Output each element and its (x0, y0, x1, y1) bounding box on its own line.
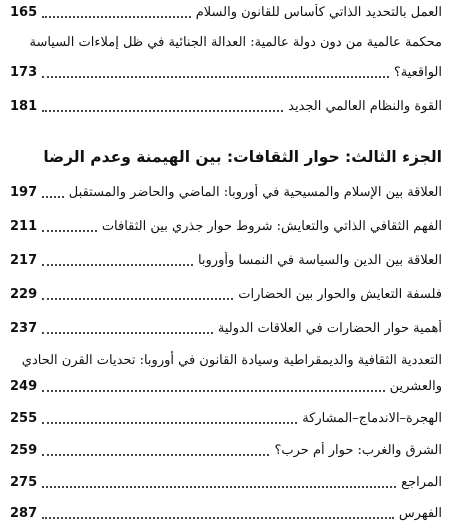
toc-entry-page: 217 (10, 253, 38, 268)
dot-leader (42, 332, 213, 334)
part-heading: الجزء الثالث: حوار الثقافات: بين الهيمنة وعدم الرضا (43, 148, 442, 166)
toc-entry[interactable] (10, 320, 442, 338)
dot-leader (42, 196, 64, 198)
toc-entry-page: 259 (10, 443, 38, 458)
dot-leader (42, 390, 384, 392)
dot-leader (42, 264, 193, 266)
toc-entry-title: الفهرس (398, 506, 442, 521)
dot-leader (42, 298, 233, 300)
dot-leader (42, 76, 389, 78)
toc-entry-title-continuation: والعشرين (389, 379, 442, 394)
dot-leader (42, 454, 269, 456)
toc-entry-title: العمل بالتحديد الذاتي كأساس للقانون والسلام (195, 5, 442, 20)
toc-entry[interactable] (10, 474, 442, 492)
toc-entry-page: 287 (10, 506, 38, 521)
toc-entry-page: 181 (10, 99, 38, 114)
toc-entry-title-continuation: الواقعية؟ (393, 65, 442, 80)
dot-leader (42, 16, 191, 18)
toc-entry-page: 229 (10, 287, 38, 302)
toc-entry-title: القوة والنظام العالمي الجديد (288, 99, 442, 114)
toc-entry-page: 165 (10, 5, 38, 20)
toc-entry-title: المراجع (401, 475, 442, 490)
dot-leader (42, 486, 396, 488)
dot-leader (42, 110, 283, 112)
toc-entry-title: العلاقة بين الدين والسياسة في النمسا وأوروبا (197, 253, 442, 268)
toc-entry[interactable] (10, 4, 442, 22)
toc-entry-title: فلسفة التعايش والحوار بين الحضارات (238, 287, 442, 302)
toc-entry-title: أهمية حوار الحضارات في العلاقات الدولية (217, 321, 442, 336)
toc-entry-title: الهجرة–الاندماج–المشاركة (302, 411, 442, 426)
toc-entry-page: 275 (10, 475, 38, 490)
dot-leader (42, 517, 394, 519)
toc-entry-title: العلاقة بين الإسلام والمسيحية في أوروبا: الماضي والحاضر والمستقبل (68, 185, 442, 200)
toc-entry[interactable] (10, 442, 442, 460)
toc-entry[interactable] (10, 184, 442, 202)
toc-entry-page: 211 (10, 219, 38, 234)
toc-entry-title[interactable]: محكمة عالمية من دون دولة عالمية: العدالة الجنائية في ظل إملاءات السياسة (29, 35, 442, 50)
toc-entry[interactable] (10, 410, 442, 428)
toc-entry[interactable] (10, 286, 442, 304)
dot-leader (42, 230, 97, 232)
toc-entry[interactable] (10, 218, 442, 236)
toc-entry[interactable] (10, 98, 442, 116)
toc-entry-page: 173 (10, 65, 38, 80)
toc-entry[interactable] (10, 252, 442, 270)
toc-entry-page: 255 (10, 411, 38, 426)
toc-entry-title: الفهم الثقافي الذاتي والتعايش: شروط حوار جذري بين الثقافات (101, 219, 442, 234)
dot-leader (42, 422, 297, 424)
toc-entry-page: 237 (10, 321, 38, 336)
toc-entry[interactable] (10, 378, 442, 396)
toc-entry-page: 249 (10, 379, 38, 394)
toc-entry-title[interactable]: التعددية الثقافية والديمقراطية وسيادة القانون في أوروبا: تحديات القرن الحادي (21, 353, 442, 368)
toc-entry[interactable] (10, 64, 442, 82)
toc-entry[interactable] (10, 505, 442, 523)
toc-entry-title: الشرق والغرب: حوار أم حرب؟ (274, 443, 442, 458)
toc-entry-page: 197 (10, 185, 38, 200)
